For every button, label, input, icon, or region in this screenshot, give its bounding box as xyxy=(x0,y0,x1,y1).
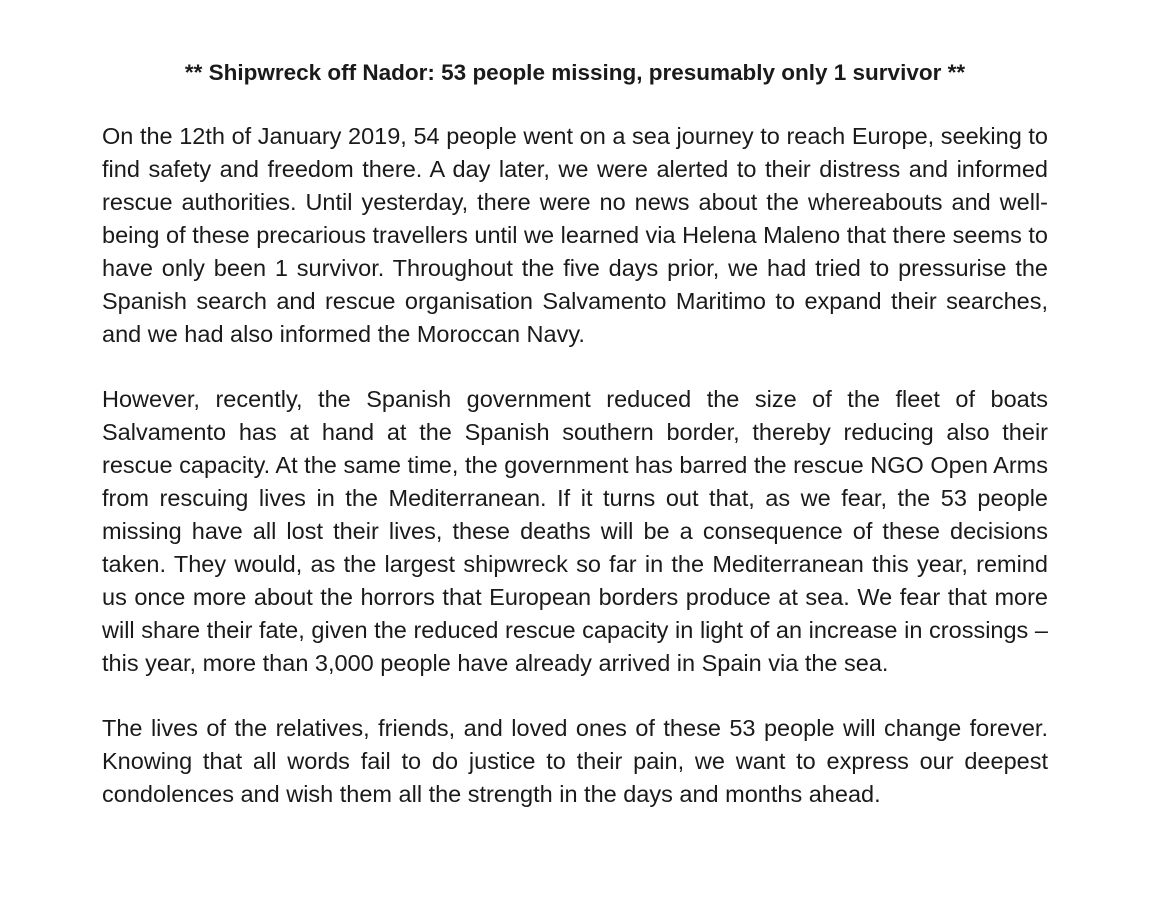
paragraph-incident: On the 12th of January 2019, 54 people went on a sea journey to reach Europe, seeking to find safety and freedom there. A day later, we were alerted to their distress and informed rescue authorities. Until yesterday, there were no news about the whereabouts and well-being of these precarious travellers until we learned via Helena Maleno that there seems to have only been 1 survivor. Throughout the five days prior, we had tried to pressurise the Spanish search and rescue organisation Salvamento Maritimo to expand their searches, and we had also informed the Moroccan Navy. xyxy=(102,123,1048,347)
paragraph-condolences: The lives of the relatives, friends, and loved ones of these 53 people will change forever. Knowing that all words fail to do justice to their pain, we want to express our deepest condolences and wish them all the strength in the days and months ahead. xyxy=(102,715,1048,807)
document-body xyxy=(102,58,1048,811)
document-title: ** Shipwreck off Nador: 53 people missing, presumably only 1 survivor ** xyxy=(184,60,966,85)
paragraph-policy: However, recently, the Spanish government reduced the size of the fleet of boats Salvamento has at hand at the Spanish southern border, thereby reducing also their rescue capacity. At the same time, the government has barred the rescue NGO Open Arms from rescuing lives in the Mediterranean. If it turns out that, as we fear, the 53 people missing have all lost their lives, these deaths will be a consequence of these decisions taken. They would, as the largest shipwreck so far in the Mediterranean this year, remind us once more about the horrors that European borders produce at sea. We fear that more will share their fate, given the reduced rescue capacity in light of an increase in crossings – this year, more than 3,000 people have already arrived in Spain via the sea. xyxy=(102,386,1048,676)
